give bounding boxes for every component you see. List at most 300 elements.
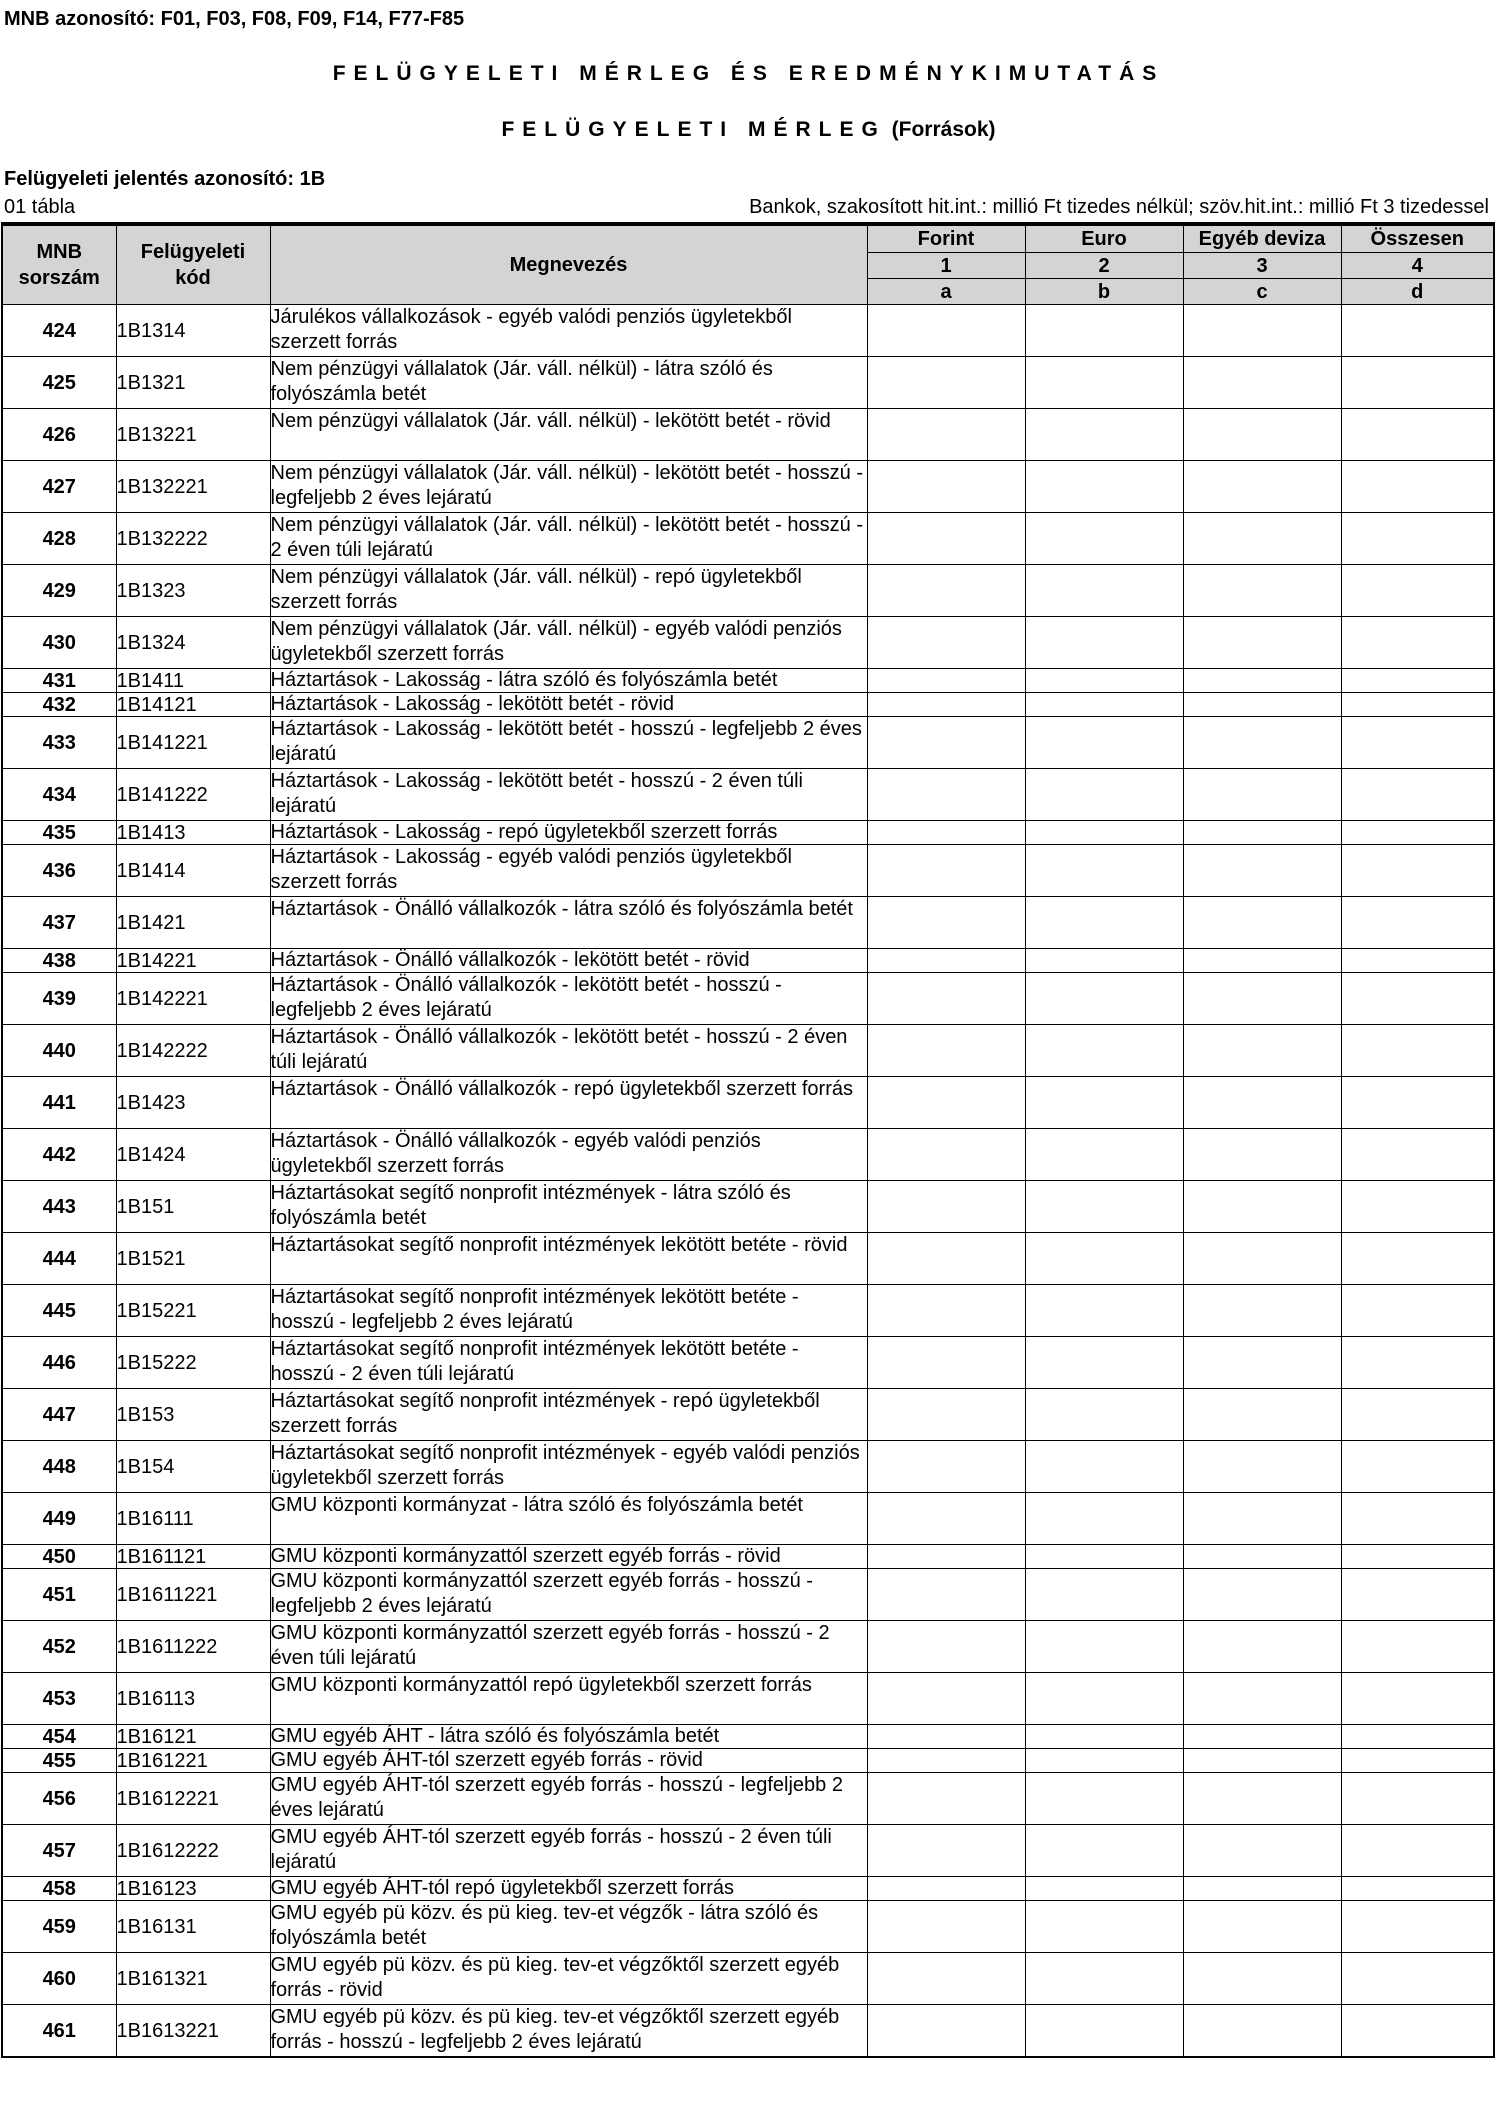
value-cell-forint[interactable] bbox=[867, 1441, 1025, 1493]
row-megnevezes-text: Háztartásokat segítő nonprofit intézmények lekötött betéte - hosszú - legfeljebb 2 éves lejáratú bbox=[270, 1286, 799, 1333]
value-cell-egyeb-deviza[interactable] bbox=[1183, 897, 1341, 949]
table-row bbox=[2, 1901, 1494, 1953]
table-row bbox=[2, 1389, 1494, 1441]
value-cell-egyeb-deviza[interactable] bbox=[1183, 1545, 1341, 1569]
value-cell-euro[interactable] bbox=[1025, 1285, 1183, 1337]
value-cell-osszesen[interactable] bbox=[1341, 1569, 1494, 1621]
row-megnevezes-text: Nem pénzügyi vállalatok (Jár. váll. nélkül) - lekötött betét - hosszú - 2 éven túli lejáratú bbox=[270, 514, 863, 561]
row-megnevezes-text: Háztartások - Lakosság - lekötött betét - rövid bbox=[270, 693, 675, 715]
row-mnb-sorszam: 427 bbox=[2, 461, 116, 513]
value-cell-egyeb-deviza[interactable] bbox=[1183, 461, 1341, 513]
value-cell-egyeb-deviza[interactable] bbox=[1183, 2005, 1341, 2058]
row-megnevezes bbox=[270, 1773, 867, 1825]
value-cell-egyeb-deviza[interactable] bbox=[1183, 305, 1341, 357]
value-cell-osszesen[interactable] bbox=[1341, 1877, 1494, 1901]
table-row bbox=[2, 1233, 1494, 1285]
value-cell-forint[interactable] bbox=[867, 693, 1025, 717]
value-cell-forint[interactable] bbox=[867, 769, 1025, 821]
row-mnb-sorszam: 444 bbox=[2, 1233, 116, 1285]
value-cell-euro[interactable] bbox=[1025, 617, 1183, 669]
row-mnb-sorszam: 431 bbox=[2, 669, 116, 693]
row-felugyeleti-kod: 1B1423 bbox=[116, 1077, 270, 1129]
value-cell-euro[interactable] bbox=[1025, 357, 1183, 409]
value-cell-osszesen[interactable] bbox=[1341, 949, 1494, 973]
row-megnevezes bbox=[270, 1493, 867, 1545]
value-cell-egyeb-deviza[interactable] bbox=[1183, 1389, 1341, 1441]
row-mnb-sorszam: 425 bbox=[2, 357, 116, 409]
value-cell-euro[interactable] bbox=[1025, 693, 1183, 717]
table-row bbox=[2, 1077, 1494, 1129]
value-cell-egyeb-deviza[interactable] bbox=[1183, 845, 1341, 897]
value-cell-osszesen[interactable] bbox=[1341, 513, 1494, 565]
table-row bbox=[2, 845, 1494, 897]
row-felugyeleti-kod: 1B154 bbox=[116, 1441, 270, 1493]
row-megnevezes-text: GMU egyéb pü közv. és pü kieg. tev-et végzőktől szerzett egyéb forrás - rövid bbox=[270, 1954, 840, 2001]
value-cell-euro[interactable] bbox=[1025, 1901, 1183, 1953]
value-cell-forint[interactable] bbox=[867, 897, 1025, 949]
table-header bbox=[2, 224, 1494, 305]
value-cell-osszesen[interactable] bbox=[1341, 669, 1494, 693]
value-cell-euro[interactable] bbox=[1025, 1749, 1183, 1773]
row-megnevezes-text: Háztartások - Lakosság - lekötött betét - hosszú - legfeljebb 2 éves lejáratú bbox=[270, 718, 862, 765]
value-cell-egyeb-deviza[interactable] bbox=[1183, 669, 1341, 693]
value-cell-euro[interactable] bbox=[1025, 461, 1183, 513]
row-mnb-sorszam: 438 bbox=[2, 949, 116, 973]
value-cell-egyeb-deviza[interactable] bbox=[1183, 1953, 1341, 2005]
row-mnb-sorszam: 453 bbox=[2, 1673, 116, 1725]
row-mnb-sorszam: 461 bbox=[2, 2005, 116, 2058]
value-cell-forint[interactable] bbox=[867, 617, 1025, 669]
row-mnb-sorszam: 436 bbox=[2, 845, 116, 897]
table-row bbox=[2, 305, 1494, 357]
value-cell-forint[interactable] bbox=[867, 1077, 1025, 1129]
header-col-letter: d bbox=[1341, 279, 1494, 305]
row-mnb-sorszam: 448 bbox=[2, 1441, 116, 1493]
value-cell-forint[interactable] bbox=[867, 1337, 1025, 1389]
value-cell-forint[interactable] bbox=[867, 1181, 1025, 1233]
table-row bbox=[2, 693, 1494, 717]
value-cell-forint[interactable] bbox=[867, 1129, 1025, 1181]
row-felugyeleti-kod: 1B1323 bbox=[116, 565, 270, 617]
value-cell-egyeb-deviza[interactable] bbox=[1183, 1725, 1341, 1749]
value-cell-forint[interactable] bbox=[867, 973, 1025, 1025]
subtitle-qualifier: (Források) bbox=[891, 118, 996, 141]
value-cell-forint[interactable] bbox=[867, 1673, 1025, 1725]
table-row bbox=[2, 1825, 1494, 1877]
value-cell-egyeb-deviza[interactable] bbox=[1183, 717, 1341, 769]
row-mnb-sorszam: 456 bbox=[2, 1773, 116, 1825]
value-cell-osszesen[interactable] bbox=[1341, 897, 1494, 949]
value-cell-egyeb-deviza[interactable] bbox=[1183, 949, 1341, 973]
header-col-number: 2 bbox=[1025, 253, 1183, 279]
value-cell-osszesen[interactable] bbox=[1341, 461, 1494, 513]
table-row bbox=[2, 1545, 1494, 1569]
value-cell-forint[interactable] bbox=[867, 461, 1025, 513]
value-cell-forint[interactable] bbox=[867, 1773, 1025, 1825]
value-cell-forint[interactable] bbox=[867, 1825, 1025, 1877]
header-col-letter: c bbox=[1183, 279, 1341, 305]
value-cell-forint[interactable] bbox=[867, 1285, 1025, 1337]
value-cell-egyeb-deviza[interactable] bbox=[1183, 1569, 1341, 1621]
value-cell-euro[interactable] bbox=[1025, 821, 1183, 845]
row-megnevezes bbox=[270, 1673, 867, 1725]
value-cell-egyeb-deviza[interactable] bbox=[1183, 1077, 1341, 1129]
value-cell-euro[interactable] bbox=[1025, 1389, 1183, 1441]
value-cell-euro[interactable] bbox=[1025, 1825, 1183, 1877]
row-mnb-sorszam: 440 bbox=[2, 1025, 116, 1077]
row-mnb-sorszam: 429 bbox=[2, 565, 116, 617]
value-cell-osszesen[interactable] bbox=[1341, 305, 1494, 357]
value-cell-forint[interactable] bbox=[867, 1749, 1025, 1773]
row-felugyeleti-kod: 1B141221 bbox=[116, 717, 270, 769]
subtitle-main: FELÜGYELETI MÉRLEG bbox=[501, 118, 886, 141]
table-row bbox=[2, 1773, 1494, 1825]
row-megnevezes-text: Háztartások - Lakosság - lekötött betét - hosszú - 2 éven túli lejáratú bbox=[270, 770, 803, 817]
row-megnevezes bbox=[270, 1825, 867, 1877]
value-cell-forint[interactable] bbox=[867, 1233, 1025, 1285]
row-megnevezes bbox=[270, 1285, 867, 1337]
header-egyeb-deviza: Egyéb deviza bbox=[1183, 224, 1341, 253]
value-cell-euro[interactable] bbox=[1025, 669, 1183, 693]
row-mnb-sorszam: 430 bbox=[2, 617, 116, 669]
row-megnevezes bbox=[270, 1337, 867, 1389]
row-megnevezes-text: Háztartások - Önálló vállalkozók - lekötött betét - hosszú - 2 éven túli lejáratú bbox=[270, 1026, 848, 1073]
value-cell-osszesen[interactable] bbox=[1341, 973, 1494, 1025]
value-cell-euro[interactable] bbox=[1025, 1493, 1183, 1545]
table-row bbox=[2, 1725, 1494, 1749]
row-mnb-sorszam: 450 bbox=[2, 1545, 116, 1569]
row-megnevezes bbox=[270, 845, 867, 897]
value-cell-osszesen[interactable] bbox=[1341, 1077, 1494, 1129]
row-megnevezes-text: GMU központi kormányzat - látra szóló és folyószámla betét bbox=[270, 1494, 803, 1516]
value-cell-osszesen[interactable] bbox=[1341, 1337, 1494, 1389]
table-row bbox=[2, 617, 1494, 669]
value-cell-euro[interactable] bbox=[1025, 409, 1183, 461]
value-cell-forint[interactable] bbox=[867, 1725, 1025, 1749]
value-cell-osszesen[interactable] bbox=[1341, 821, 1494, 845]
value-cell-egyeb-deviza[interactable] bbox=[1183, 513, 1341, 565]
row-megnevezes bbox=[270, 1725, 867, 1749]
value-cell-forint[interactable] bbox=[867, 357, 1025, 409]
value-cell-forint[interactable] bbox=[867, 821, 1025, 845]
row-felugyeleti-kod: 1B1611222 bbox=[116, 1621, 270, 1673]
row-megnevezes bbox=[270, 693, 867, 717]
value-cell-euro[interactable] bbox=[1025, 1545, 1183, 1569]
value-cell-egyeb-deviza[interactable] bbox=[1183, 1233, 1341, 1285]
value-cell-forint[interactable] bbox=[867, 1621, 1025, 1673]
value-cell-egyeb-deviza[interactable] bbox=[1183, 1773, 1341, 1825]
row-megnevezes bbox=[270, 1181, 867, 1233]
row-megnevezes-text: GMU egyéb ÁHT - látra szóló és folyószámla betét bbox=[270, 1725, 720, 1747]
value-cell-euro[interactable] bbox=[1025, 1621, 1183, 1673]
value-cell-euro[interactable] bbox=[1025, 2005, 1183, 2058]
value-cell-osszesen[interactable] bbox=[1341, 1285, 1494, 1337]
header-euro: Euro bbox=[1025, 224, 1183, 253]
row-mnb-sorszam: 447 bbox=[2, 1389, 116, 1441]
value-cell-euro[interactable] bbox=[1025, 949, 1183, 973]
table-row bbox=[2, 897, 1494, 949]
row-felugyeleti-kod: 1B13221 bbox=[116, 409, 270, 461]
value-cell-forint[interactable] bbox=[867, 1493, 1025, 1545]
value-cell-egyeb-deviza[interactable] bbox=[1183, 1673, 1341, 1725]
value-cell-osszesen[interactable] bbox=[1341, 1673, 1494, 1725]
value-cell-egyeb-deviza[interactable] bbox=[1183, 973, 1341, 1025]
value-cell-osszesen[interactable] bbox=[1341, 769, 1494, 821]
value-cell-osszesen[interactable] bbox=[1341, 409, 1494, 461]
row-felugyeleti-kod: 1B1413 bbox=[116, 821, 270, 845]
value-cell-forint[interactable] bbox=[867, 669, 1025, 693]
value-cell-euro[interactable] bbox=[1025, 845, 1183, 897]
row-megnevezes-text: GMU egyéb ÁHT-tól szerzett egyéb forrás - rövid bbox=[270, 1749, 703, 1771]
row-megnevezes-text: Háztartások - Önálló vállalkozók - lekötött betét - hosszú - legfeljebb 2 éves lejáratú bbox=[270, 974, 782, 1021]
value-cell-euro[interactable] bbox=[1025, 973, 1183, 1025]
value-cell-osszesen[interactable] bbox=[1341, 717, 1494, 769]
row-megnevezes bbox=[270, 2005, 867, 2058]
value-cell-forint[interactable] bbox=[867, 305, 1025, 357]
value-cell-forint[interactable] bbox=[867, 1953, 1025, 2005]
value-cell-egyeb-deviza[interactable] bbox=[1183, 1621, 1341, 1673]
row-megnevezes bbox=[270, 409, 867, 461]
header-col-letter: b bbox=[1025, 279, 1183, 305]
value-cell-forint[interactable] bbox=[867, 1569, 1025, 1621]
row-felugyeleti-kod: 1B1411 bbox=[116, 669, 270, 693]
value-cell-euro[interactable] bbox=[1025, 1953, 1183, 2005]
value-cell-egyeb-deviza[interactable] bbox=[1183, 1181, 1341, 1233]
value-cell-osszesen[interactable] bbox=[1341, 1493, 1494, 1545]
row-megnevezes bbox=[270, 1389, 867, 1441]
value-cell-forint[interactable] bbox=[867, 949, 1025, 973]
row-felugyeleti-kod: 1B1324 bbox=[116, 617, 270, 669]
value-cell-forint[interactable] bbox=[867, 565, 1025, 617]
row-megnevezes bbox=[270, 513, 867, 565]
value-cell-osszesen[interactable] bbox=[1341, 617, 1494, 669]
header-megnevezes: Megnevezés bbox=[270, 224, 867, 305]
row-mnb-sorszam: 435 bbox=[2, 821, 116, 845]
value-cell-osszesen[interactable] bbox=[1341, 1901, 1494, 1953]
value-cell-osszesen[interactable] bbox=[1341, 1621, 1494, 1673]
row-felugyeleti-kod: 1B1414 bbox=[116, 845, 270, 897]
value-cell-egyeb-deviza[interactable] bbox=[1183, 1825, 1341, 1877]
value-cell-euro[interactable] bbox=[1025, 1077, 1183, 1129]
table-row bbox=[2, 1953, 1494, 2005]
value-cell-egyeb-deviza[interactable] bbox=[1183, 769, 1341, 821]
row-megnevezes-text: Nem pénzügyi vállalatok (Jár. váll. nélkül) - repó ügyletekből szerzett forrás bbox=[270, 566, 802, 613]
value-cell-euro[interactable] bbox=[1025, 1181, 1183, 1233]
table-row bbox=[2, 2005, 1494, 2058]
row-felugyeleti-kod: 1B1321 bbox=[116, 357, 270, 409]
row-mnb-sorszam: 452 bbox=[2, 1621, 116, 1673]
value-cell-egyeb-deviza[interactable] bbox=[1183, 1493, 1341, 1545]
value-cell-euro[interactable] bbox=[1025, 897, 1183, 949]
value-cell-osszesen[interactable] bbox=[1341, 2005, 1494, 2058]
row-megnevezes-text: Háztartásokat segítő nonprofit intézmények - repó ügyletekből szerzett forrás bbox=[270, 1390, 820, 1437]
row-megnevezes bbox=[270, 1077, 867, 1129]
row-megnevezes bbox=[270, 821, 867, 845]
row-megnevezes bbox=[270, 769, 867, 821]
row-megnevezes-text: Háztartások - Lakosság - egyéb valódi penziós ügyletekből szerzett forrás bbox=[270, 846, 792, 893]
value-cell-forint[interactable] bbox=[867, 1901, 1025, 1953]
row-megnevezes bbox=[270, 669, 867, 693]
value-cell-forint[interactable] bbox=[867, 717, 1025, 769]
row-mnb-sorszam: 426 bbox=[2, 409, 116, 461]
row-felugyeleti-kod: 1B142221 bbox=[116, 973, 270, 1025]
row-mnb-sorszam: 455 bbox=[2, 1749, 116, 1773]
row-mnb-sorszam: 457 bbox=[2, 1825, 116, 1877]
table-number: 01 tábla bbox=[4, 196, 76, 218]
value-cell-forint[interactable] bbox=[867, 845, 1025, 897]
value-cell-egyeb-deviza[interactable] bbox=[1183, 693, 1341, 717]
table-row bbox=[2, 1621, 1494, 1673]
row-megnevezes-text: GMU egyéb ÁHT-tól szerzett egyéb forrás - hosszú - legfeljebb 2 éves lejáratú bbox=[270, 1774, 843, 1821]
row-megnevezes-text: Nem pénzügyi vállalatok (Jár. váll. nélkül) - látra szóló és folyószámla betét bbox=[270, 358, 773, 405]
value-cell-osszesen[interactable] bbox=[1341, 1233, 1494, 1285]
value-cell-euro[interactable] bbox=[1025, 1129, 1183, 1181]
row-felugyeleti-kod: 1B16131 bbox=[116, 1901, 270, 1953]
value-cell-osszesen[interactable] bbox=[1341, 1025, 1494, 1077]
row-felugyeleti-kod: 1B161221 bbox=[116, 1749, 270, 1773]
value-cell-egyeb-deviza[interactable] bbox=[1183, 565, 1341, 617]
row-felugyeleti-kod: 1B151 bbox=[116, 1181, 270, 1233]
row-megnevezes-text: Járulékos vállalkozások - egyéb valódi penziós ügyletekből szerzett forrás bbox=[270, 306, 792, 353]
value-cell-forint[interactable] bbox=[867, 513, 1025, 565]
value-cell-euro[interactable] bbox=[1025, 1025, 1183, 1077]
value-cell-osszesen[interactable] bbox=[1341, 1545, 1494, 1569]
row-megnevezes-text: Háztartások - Önálló vállalkozók - látra szóló és folyószámla betét bbox=[270, 898, 853, 920]
value-cell-egyeb-deviza[interactable] bbox=[1183, 1025, 1341, 1077]
value-cell-euro[interactable] bbox=[1025, 717, 1183, 769]
value-cell-euro[interactable] bbox=[1025, 1233, 1183, 1285]
value-cell-euro[interactable] bbox=[1025, 1337, 1183, 1389]
row-mnb-sorszam: 433 bbox=[2, 717, 116, 769]
row-megnevezes bbox=[270, 617, 867, 669]
row-mnb-sorszam: 454 bbox=[2, 1725, 116, 1749]
value-cell-euro[interactable] bbox=[1025, 1877, 1183, 1901]
value-cell-osszesen[interactable] bbox=[1341, 845, 1494, 897]
document-subtitle bbox=[0, 118, 1497, 142]
value-cell-egyeb-deviza[interactable] bbox=[1183, 1901, 1341, 1953]
row-felugyeleti-kod: 1B1612222 bbox=[116, 1825, 270, 1877]
value-cell-osszesen[interactable] bbox=[1341, 1749, 1494, 1773]
row-felugyeleti-kod: 1B16113 bbox=[116, 1673, 270, 1725]
value-cell-euro[interactable] bbox=[1025, 1773, 1183, 1825]
value-cell-forint[interactable] bbox=[867, 1877, 1025, 1901]
value-cell-egyeb-deviza[interactable] bbox=[1183, 617, 1341, 669]
table-row bbox=[2, 513, 1494, 565]
row-felugyeleti-kod: 1B1424 bbox=[116, 1129, 270, 1181]
row-felugyeleti-kod: 1B132221 bbox=[116, 461, 270, 513]
value-cell-osszesen[interactable] bbox=[1341, 565, 1494, 617]
value-cell-euro[interactable] bbox=[1025, 1725, 1183, 1749]
value-cell-egyeb-deviza[interactable] bbox=[1183, 1285, 1341, 1337]
value-cell-egyeb-deviza[interactable] bbox=[1183, 1877, 1341, 1901]
value-cell-osszesen[interactable] bbox=[1341, 1953, 1494, 2005]
table-body bbox=[2, 305, 1494, 2058]
value-cell-forint[interactable] bbox=[867, 1025, 1025, 1077]
row-mnb-sorszam: 428 bbox=[2, 513, 116, 565]
value-cell-forint[interactable] bbox=[867, 1545, 1025, 1569]
row-megnevezes bbox=[270, 897, 867, 949]
value-cell-euro[interactable] bbox=[1025, 513, 1183, 565]
value-cell-osszesen[interactable] bbox=[1341, 357, 1494, 409]
row-mnb-sorszam: 443 bbox=[2, 1181, 116, 1233]
value-cell-egyeb-deviza[interactable] bbox=[1183, 1749, 1341, 1773]
value-cell-euro[interactable] bbox=[1025, 1569, 1183, 1621]
table-row bbox=[2, 1025, 1494, 1077]
value-cell-osszesen[interactable] bbox=[1341, 1725, 1494, 1749]
row-megnevezes bbox=[270, 357, 867, 409]
row-megnevezes bbox=[270, 305, 867, 357]
row-megnevezes bbox=[270, 949, 867, 973]
table-row bbox=[2, 1493, 1494, 1545]
value-cell-osszesen[interactable] bbox=[1341, 1389, 1494, 1441]
value-cell-egyeb-deviza[interactable] bbox=[1183, 409, 1341, 461]
row-megnevezes-text: Nem pénzügyi vállalatok (Jár. váll. nélkül) - lekötött betét - rövid bbox=[270, 410, 831, 432]
value-cell-osszesen[interactable] bbox=[1341, 1441, 1494, 1493]
row-megnevezes-text: Háztartások - Lakosság - látra szóló és folyószámla betét bbox=[270, 669, 778, 691]
table-row bbox=[2, 973, 1494, 1025]
row-felugyeleti-kod: 1B161321 bbox=[116, 1953, 270, 2005]
value-cell-egyeb-deviza[interactable] bbox=[1183, 357, 1341, 409]
row-mnb-sorszam: 434 bbox=[2, 769, 116, 821]
value-cell-euro[interactable] bbox=[1025, 305, 1183, 357]
row-megnevezes-text: Háztartások - Lakosság - repó ügyletekből szerzett forrás bbox=[270, 821, 778, 843]
row-mnb-sorszam: 439 bbox=[2, 973, 116, 1025]
value-cell-egyeb-deviza[interactable] bbox=[1183, 1337, 1341, 1389]
row-felugyeleti-kod: 1B14121 bbox=[116, 693, 270, 717]
row-megnevezes-text: GMU központi kormányzattól szerzett egyéb forrás - hosszú - 2 éven túli lejáratú bbox=[270, 1622, 830, 1669]
row-felugyeleti-kod: 1B1421 bbox=[116, 897, 270, 949]
value-cell-euro[interactable] bbox=[1025, 1673, 1183, 1725]
value-cell-forint[interactable] bbox=[867, 2005, 1025, 2058]
value-cell-egyeb-deviza[interactable] bbox=[1183, 1129, 1341, 1181]
value-cell-euro[interactable] bbox=[1025, 769, 1183, 821]
row-mnb-sorszam: 458 bbox=[2, 1877, 116, 1901]
row-felugyeleti-kod: 1B14221 bbox=[116, 949, 270, 973]
value-cell-osszesen[interactable] bbox=[1341, 693, 1494, 717]
row-megnevezes-text: Háztartásokat segítő nonprofit intézmények - látra szóló és folyószámla betét bbox=[270, 1182, 791, 1229]
value-cell-egyeb-deviza[interactable] bbox=[1183, 821, 1341, 845]
balance-sheet-table bbox=[1, 222, 1495, 2058]
header-col-number: 4 bbox=[1341, 253, 1494, 279]
row-felugyeleti-kod: 1B132222 bbox=[116, 513, 270, 565]
value-cell-osszesen[interactable] bbox=[1341, 1129, 1494, 1181]
table-row bbox=[2, 461, 1494, 513]
row-megnevezes bbox=[270, 1621, 867, 1673]
value-cell-egyeb-deviza[interactable] bbox=[1183, 1441, 1341, 1493]
row-megnevezes bbox=[270, 461, 867, 513]
value-cell-osszesen[interactable] bbox=[1341, 1181, 1494, 1233]
table-row bbox=[2, 669, 1494, 693]
row-mnb-sorszam: 449 bbox=[2, 1493, 116, 1545]
value-cell-euro[interactable] bbox=[1025, 1441, 1183, 1493]
value-cell-osszesen[interactable] bbox=[1341, 1773, 1494, 1825]
value-cell-euro[interactable] bbox=[1025, 565, 1183, 617]
value-cell-forint[interactable] bbox=[867, 1389, 1025, 1441]
row-felugyeleti-kod: 1B16123 bbox=[116, 1877, 270, 1901]
row-megnevezes-text: Háztartások - Önálló vállalkozók - lekötött betét - rövid bbox=[270, 949, 750, 971]
value-cell-forint[interactable] bbox=[867, 409, 1025, 461]
table-row bbox=[2, 357, 1494, 409]
row-megnevezes-text: Háztartások - Önálló vállalkozók - repó ügyletekből szerzett forrás bbox=[270, 1078, 853, 1100]
header-col-number: 1 bbox=[867, 253, 1025, 279]
row-felugyeleti-kod: 1B161121 bbox=[116, 1545, 270, 1569]
row-mnb-sorszam: 437 bbox=[2, 897, 116, 949]
row-megnevezes-text: Nem pénzügyi vállalatok (Jár. váll. nélkül) - lekötött betét - hosszú - legfeljebb 2 éves lejáratú bbox=[270, 462, 863, 509]
value-cell-osszesen[interactable] bbox=[1341, 1825, 1494, 1877]
row-megnevezes bbox=[270, 717, 867, 769]
table-row bbox=[2, 1337, 1494, 1389]
table-row bbox=[2, 409, 1494, 461]
